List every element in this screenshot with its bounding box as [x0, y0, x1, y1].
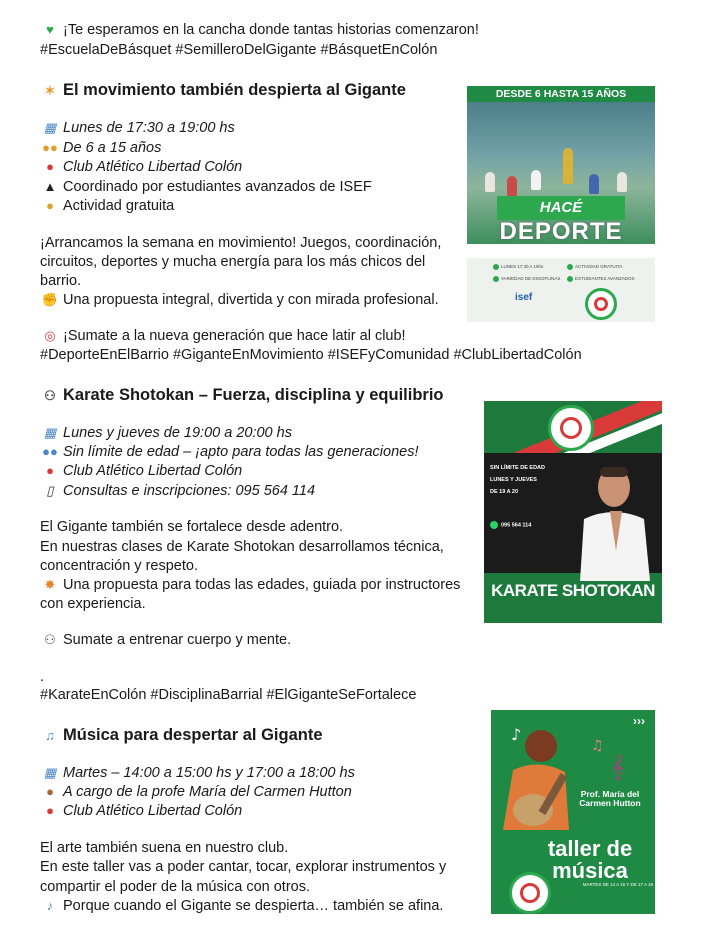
section-title-karate	[40, 386, 444, 405]
coord-text: Coordinado por estudiantes avanzados de ISEF	[63, 179, 372, 195]
free-text: Actividad gratuita	[63, 198, 175, 214]
body-line	[40, 897, 443, 915]
poster-tag-text: VARIEDAD DE DISCIPLINAS	[501, 276, 561, 282]
body-text: Una propuesta integral, divertida y con mirada profesional.	[63, 292, 439, 308]
poster-phone-text: 095 564 114	[501, 522, 532, 529]
martial-arts-uniform-icon: ⚇	[44, 632, 56, 647]
poster-tag	[567, 276, 635, 282]
section-title-musica	[40, 726, 323, 745]
calendar-icon: ▦	[43, 120, 57, 135]
money-bag-icon: ●	[46, 198, 54, 213]
location-pin-icon: ●	[46, 159, 54, 174]
hashtags: #DeporteEnElBarrio #GiganteEnMovimiento #ISEFyComunidad #ClubLibertadColón	[40, 347, 582, 363]
schedule-line	[40, 764, 355, 782]
club-logo	[509, 872, 551, 914]
poster-tag	[493, 276, 560, 282]
poster-tag-text: ACTIVIDAD GRATUITA	[575, 264, 623, 270]
poster-taller-title: taller de música	[547, 836, 633, 883]
child-figure	[563, 148, 573, 184]
body-text: circuitos, deportes y mucha energía para los más chicos del	[40, 254, 426, 270]
ages-text: De 6 a 15 años	[63, 140, 162, 156]
svg-text:♫: ♫	[591, 738, 604, 754]
body-text: En nuestras clases de Karate Shotokan desarrollamos técnica,	[40, 539, 444, 555]
sports-poster	[467, 86, 655, 322]
free-line	[40, 197, 174, 215]
green-heart-icon: ♥	[46, 22, 54, 37]
child-figure	[485, 172, 495, 192]
schedule-text: Martes – 14:00 a 15:00 hs y 17:00 a 18:00 hs	[63, 765, 355, 781]
teacher-icon: ●	[46, 784, 54, 799]
body-text: con experiencia.	[40, 596, 146, 612]
location-pin-icon: ●	[46, 463, 54, 478]
teacher-line	[40, 783, 352, 801]
cta-text: ¡Sumate a la nueva generación que hace latir al club!	[63, 328, 406, 344]
svg-text:𝄞: 𝄞	[611, 755, 625, 780]
target-icon: ◎	[44, 328, 56, 343]
cartwheel-icon: ✶	[44, 83, 56, 98]
martial-arts-uniform-icon: ⚇	[44, 388, 56, 403]
musical-notes-icon: ♫	[45, 728, 55, 743]
arrows-decoration: ›››	[633, 714, 645, 728]
poster-band: DESDE 6 HASTA 15 AÑOS	[467, 86, 655, 102]
poster-deporte: DEPORTE	[499, 218, 623, 245]
calendar-icon: ▦	[43, 765, 57, 780]
place-line	[40, 802, 242, 820]
location-pin-icon: ●	[46, 803, 54, 818]
section-title-text: Música para despertar al Gigante	[63, 726, 323, 744]
place-line	[40, 158, 242, 176]
flexed-arm-icon: ✊	[41, 292, 59, 307]
poster-hace: HACÉ	[497, 196, 625, 220]
place-text: Club Atlético Libertad Colón	[63, 463, 243, 479]
child-figure	[589, 174, 599, 194]
poster-schedule: MARTES DE 14 A 15 Y DE 17 A 18	[582, 882, 653, 887]
body-text: En este taller vas a poder cantar, tocar, explorar instrumentos y	[40, 859, 447, 875]
place-text: Club Atlético Libertad Colón	[63, 803, 243, 819]
poster-tag-text: ESTUDIANTES AVANZADOS	[575, 276, 635, 282]
karate-instructor-figure	[570, 461, 650, 581]
check-icon	[567, 264, 573, 270]
child-figure	[507, 176, 517, 196]
schedule-text: Lunes de 17:30 a 19:00 hs	[63, 120, 235, 136]
cta-text: Sumate a entrenar cuerpo y mente.	[63, 632, 292, 648]
body-text: ¡Arrancamos la semana en movimiento! Juegos, coordinación,	[40, 235, 442, 251]
club-logo	[548, 405, 594, 451]
people-icon: ●●	[42, 444, 58, 459]
teacher-text: A cargo de la profe María del Carmen Hutton	[63, 784, 352, 800]
section-title-text: Karate Shotokan – Fuerza, disciplina y equilibrio	[63, 386, 444, 404]
schedule-line	[40, 119, 235, 137]
poster-tag	[493, 264, 543, 270]
cta-line	[40, 631, 291, 649]
body-text: Porque cuando el Gigante se despierta… también se afina.	[63, 898, 444, 914]
ages-line	[40, 443, 418, 461]
calendar-icon: ▦	[43, 425, 57, 440]
karate-poster	[484, 401, 662, 623]
isef-logo: isef	[515, 292, 533, 303]
body-text: compartir el poder de la música con otros.	[40, 879, 310, 895]
body-text: Una propuesta para todas las edades, guiada por instructores	[63, 577, 461, 593]
poster-text: LUNES Y JUEVES	[490, 477, 537, 483]
ages-text: Sin límite de edad – ¡apto para todas las generaciones!	[63, 444, 419, 460]
schedule-line	[40, 424, 292, 442]
contact-text: Consultas e inscripciones: 095 564 114	[63, 483, 316, 499]
section-title-text: El movimiento también despierta al Gigante	[63, 81, 406, 99]
body-line	[40, 291, 439, 309]
poster-teacher: Prof. María del Carmen Hutton	[579, 789, 641, 808]
intro-line	[40, 21, 479, 39]
place-line	[40, 462, 242, 480]
body-text: El Gigante también se fortalece desde adentro.	[40, 519, 344, 535]
body-text: concentración y respeto.	[40, 558, 198, 574]
poster-text: DE 19 A 20	[490, 489, 519, 495]
schedule-text: Lunes y jueves de 19:00 a 20:00 hs	[63, 425, 292, 441]
poster-lower	[467, 258, 655, 322]
poster-tag-text: LUNES 17:30 A 19hs	[501, 264, 544, 270]
check-icon	[493, 276, 499, 282]
cta-line	[40, 327, 406, 345]
child-figure	[531, 170, 541, 190]
intro-hashtags: #EscuelaDeBásquet #SemilleroDelGigante #BásquetEnColón	[40, 42, 438, 58]
whatsapp-icon	[490, 521, 498, 529]
body-text: El arte también suena en nuestro club.	[40, 840, 289, 856]
hashtags: #KarateEnColón #DisciplinaBarrial #ElGiganteSeFortalece	[40, 687, 417, 703]
poster-text: SIN LÍMITE DE EDAD	[490, 465, 546, 471]
phone-icon: ▯	[46, 483, 54, 498]
ages-line	[40, 139, 161, 157]
poster-phone	[490, 521, 531, 529]
poster-tag	[567, 264, 622, 270]
club-logo	[585, 288, 617, 320]
contact-line	[40, 482, 315, 500]
check-icon	[567, 276, 573, 282]
dot-line: .	[40, 669, 45, 685]
musical-note-icon: ♪	[46, 898, 54, 913]
section-title-movimiento	[40, 81, 406, 100]
body-line	[40, 576, 460, 594]
intro-text: ¡Te esperamos en la cancha donde tantas historias comenzaron!	[63, 22, 479, 38]
children-icon: ●●	[42, 140, 58, 155]
body-text: barrio.	[40, 273, 82, 289]
music-poster	[491, 710, 655, 914]
place-text: Club Atlético Libertad Colón	[63, 159, 243, 175]
coord-line	[40, 178, 372, 196]
poster-karate-title: KARATE SHOTOKAN	[491, 581, 655, 600]
svg-text:♪: ♪	[511, 725, 522, 744]
child-figure	[617, 172, 627, 192]
graduation-cap-icon: ▲	[43, 179, 57, 194]
check-icon	[493, 264, 499, 270]
collision-icon: ✸	[44, 577, 56, 592]
